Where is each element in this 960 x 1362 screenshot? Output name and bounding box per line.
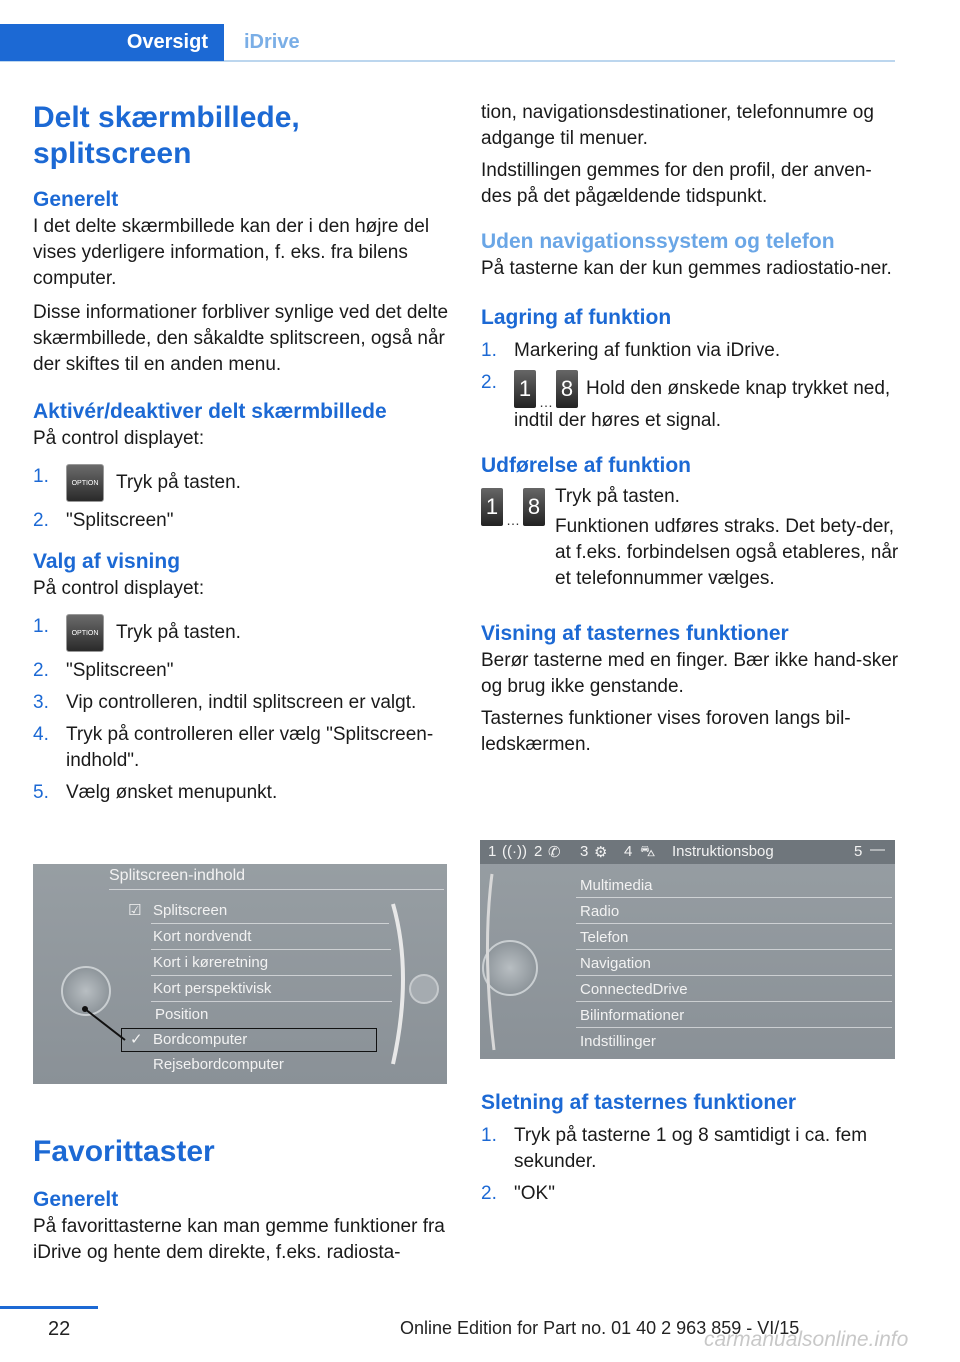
heading-valg-af-visning: Valg af visning (33, 550, 181, 573)
divider (576, 949, 892, 950)
gear-icon: ⚙ (594, 844, 608, 861)
divider (151, 923, 389, 924)
footer-rule (0, 1306, 98, 1309)
heading-generelt: Generelt (33, 1188, 119, 1211)
list-item: 1. Tryk på tasterne 1 og 8 samtidigt i ca. fem sekunder. (481, 1125, 868, 1172)
divider (576, 975, 892, 976)
watermark: carmanualsonline.info (704, 1328, 909, 1351)
tab-oversigt[interactable]: Oversigt (0, 24, 224, 61)
udforelse-block (481, 484, 901, 592)
menu-item[interactable]: Telefon (580, 929, 629, 946)
fav-key-4: 4 (624, 843, 633, 860)
list-item: 4. Tryk på controlleren eller vælg "Splitscreen-indhold". (33, 724, 434, 771)
favorites-section (33, 1134, 453, 1266)
check-icon: ☑ (128, 902, 142, 919)
fav-key-1: 1 (488, 843, 497, 860)
favorite-keys-icon: 1 … 8 (514, 370, 578, 408)
heading-uden-navigation: Uden navigationssystem og telefon (481, 230, 835, 253)
list-item: 2. "Splitscreen" (33, 510, 174, 531)
paragraph: Funktionen udføres straks. Det bety-der, at f.eks. forbindelsen også etableres, når et telefonnummer vælges. (555, 516, 899, 589)
steps-list (481, 338, 901, 434)
fav-key-3: 3 (580, 843, 589, 860)
paragraph: Tasternes funktioner vises foroven langs bil-ledskærmen. (481, 708, 851, 755)
paragraph: På control displayet: (33, 428, 205, 449)
paragraph: På tasterne kan der kun gemmes radiostatio-ner. (481, 258, 892, 279)
menu-item[interactable]: Bilinformationer (580, 1007, 685, 1024)
heading-aktiver: Aktivér/deaktiver delt skærmbillede (33, 400, 387, 423)
list-item: 1. OPTION Tryk på tasten. (33, 614, 453, 652)
menu-item[interactable]: Kort perspektivisk (153, 980, 272, 997)
menu-item[interactable]: Kort nordvendt (153, 928, 252, 945)
sletning-section (481, 1089, 901, 1213)
check-icon: ✓ (130, 1031, 143, 1048)
right-column (481, 100, 901, 758)
screen-title: Splitscreen-indhold (109, 867, 246, 884)
tab-idrive[interactable]: iDrive (244, 31, 300, 53)
paragraph: Tryk på tasten. (555, 486, 680, 507)
paragraph: På favorittasterne kan man gemme funktioner fra iDrive og hente dem direkte, f.eks. radiosta- (33, 1216, 445, 1263)
car-icon: ⛍ (640, 843, 656, 860)
menu-item[interactable]: Kort i køreretning (153, 954, 269, 971)
left-column (33, 100, 453, 812)
heading-generelt: Generelt (33, 188, 119, 211)
paragraph: Disse informationer forbliver synlige ved det delte skærmbillede, den såkaldte splitscreen, også når der skiftes til en anden menu. (33, 302, 449, 375)
paragraph: tion, navigationsdestinationer, telefonnumre og adgange til menuer. (481, 102, 874, 149)
list-item: 1. OPTION Tryk på tasten. (33, 464, 453, 502)
list-item: 2. 1 … 8 Hold den ønskede knap trykket ned, indtil der høres et signal. (481, 372, 891, 431)
divider (151, 975, 392, 976)
heading-visning: Visning af tasternes funktioner (481, 622, 789, 645)
list-item: 2. "OK" (481, 1183, 555, 1204)
paragraph: Berør tasterne med en finger. Bær ikke hand-sker og brug ikke genstande. (481, 650, 899, 697)
steps-list (33, 464, 453, 534)
divider (576, 1001, 892, 1002)
paragraph: På control displayet: (33, 578, 205, 599)
menu-item[interactable]: ConnectedDrive (580, 981, 688, 998)
list-item: 2. "Splitscreen" (33, 660, 174, 681)
fav-key-5: 5 (854, 843, 863, 860)
phone-icon: ✆ (548, 844, 561, 861)
heading-udforelse: Udførelse af funktion (481, 454, 692, 477)
favorite-keys-icon: 1 … 8 (481, 488, 545, 526)
paragraph: Indstillingen gemmes for den profil, der anven-des på det pågældende tidspunkt. (481, 160, 872, 207)
dash-icon: — (870, 841, 885, 858)
scroll-dial-icon (409, 974, 439, 1004)
divider (576, 897, 892, 898)
divider (151, 949, 391, 950)
splitscreen-menu-image (33, 864, 447, 1084)
divider (576, 923, 892, 924)
option-button-icon: OPTION (66, 464, 104, 502)
heading-sletning: Sletning af tasternes funktioner (481, 1091, 797, 1114)
fav-key-4-label: Instruktionsbog (672, 843, 774, 860)
radio-antenna-icon: ((·)) (502, 843, 527, 860)
divider (576, 1027, 892, 1028)
section-title-favorittaster: Favorittaster (33, 1135, 215, 1168)
heading-lagring: Lagring af funktion (481, 306, 672, 329)
option-button-icon: OPTION (66, 614, 104, 652)
menu-item[interactable]: Rejsebordcomputer (153, 1056, 284, 1073)
steps-list (33, 614, 453, 806)
menu-item-selected[interactable]: Bordcomputer (153, 1031, 248, 1048)
fav-key-2: 2 (534, 843, 543, 860)
section-title-splitscreen: Delt skærmbillede, splitscreen (33, 101, 300, 170)
menu-item[interactable]: Multimedia (580, 877, 653, 894)
steps-list (481, 1123, 901, 1207)
menu-item[interactable]: Position (155, 1006, 209, 1023)
list-item: 3. Vip controlleren, indtil splitscreen er valgt. (33, 692, 417, 713)
menu-item[interactable]: Splitscreen (153, 902, 228, 919)
menu-item[interactable]: Indstillinger (580, 1033, 656, 1050)
menu-item[interactable]: Navigation (580, 955, 651, 972)
list-item: 5. Vælg ønsket menupunkt. (33, 782, 278, 803)
page-number: 22 (48, 1318, 71, 1340)
paragraph: I det delte skærmbillede kan der i den højre del vises yderligere information, f. eks. fra bilens computer. (33, 216, 430, 289)
favorite-keys-screen-image (480, 840, 895, 1059)
list-item: 1. Markering af funktion via iDrive. (481, 340, 781, 361)
menu-item[interactable]: Radio (580, 903, 620, 920)
edition-text: Online Edition for Part no. 01 40 2 963 859 - VI/15 (400, 1318, 800, 1338)
divider (151, 1001, 392, 1002)
